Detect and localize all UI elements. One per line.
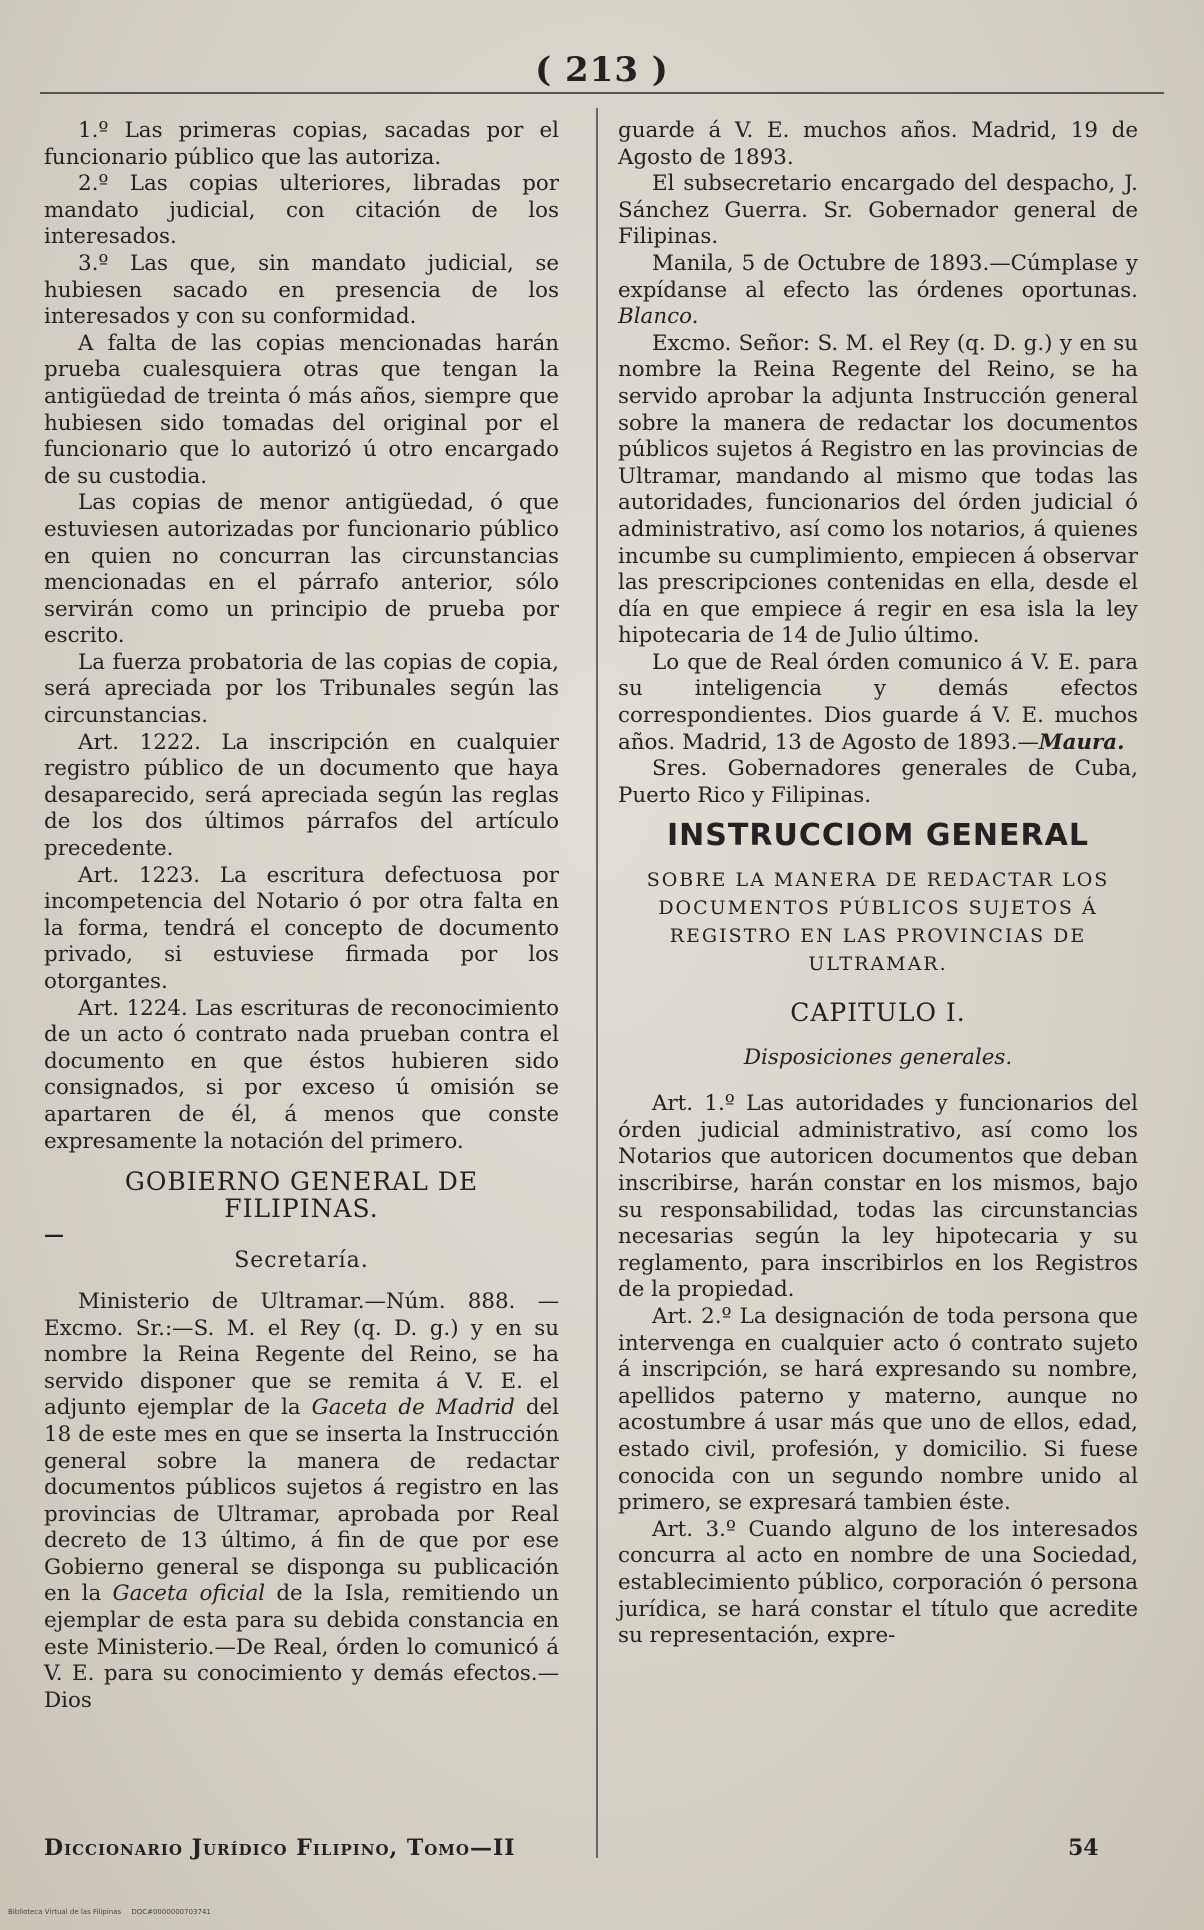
paragraph: Las copias de menor antigüedad, ó que estuviesen autorizadas por funcionario público en quien no concurran las circunstancias mencionadas en el párrafo anterior, sólo servirán como un principio de prueba por escrito. xyxy=(44,490,559,649)
secretaria-heading: Secretaría. xyxy=(234,1248,369,1274)
signature-maura: Maura. xyxy=(1038,729,1125,755)
paragraph: Excmo. Señor: S. M. el Rey (q. D. g.) y en su nombre la Reina Regente del Reino, se ha servido aprobar la adjunta Instrucción general sobre la manera de redactar los documentos públicos sujetos á Registro en las provincias de Ultramar, mandando al mismo que todas las autoridades, funcionarios del órden judicial ó administrativo, así como los notarios, á quienes incumbe su cumplimiento, empiecen á observar las prescripciones contenidas en ella, desde el día en que empiece á regir en esa isla la ley hipotecaria de 14 de Julio último. xyxy=(618,330,1138,649)
article-1: Art. 1.º Las autoridades y funcionarios del órden judicial administrativo, así como los Notarios que autoricen documentos que deban inscribirse, harán constar en los mismos, bajo su responsabilidad, todas las circunstancias necesarias según la ley hipotecaria y su reglamento, para inscribirlos en los Registros de la propiedad. xyxy=(618,1091,1138,1303)
watermark xyxy=(8,1908,219,1916)
order-paragraph xyxy=(618,650,1138,756)
footer-title: Diccionario Jurídico Filipino, Tomo—II xyxy=(44,1835,516,1861)
paragraph: guarde á V. E. muchos años. Madrid, 19 de Agosto de 1893. xyxy=(618,118,1138,170)
signature-number: 54 xyxy=(1068,1835,1099,1861)
page-number: ( 213 ) xyxy=(535,50,669,90)
top-rule xyxy=(40,92,1164,94)
section-subheading: Disposiciones generales. xyxy=(743,1044,1013,1070)
section-heading: GOBIERNO GENERAL DE FILIPINAS. xyxy=(124,1167,479,1223)
signature-blanco: Blanco. xyxy=(618,304,699,330)
decree-text: Manila, 5 de Octubre de 1893.—Cúmplase y expídanse al efecto las órdenes oportunas. xyxy=(618,250,1138,303)
article-1222: Art. 1222. La inscripción en cualquier registro público de un documento que haya desaparecido, será apreciada según las reglas de los dos últimos párrafos del artículo precedente. xyxy=(44,729,559,862)
right-column xyxy=(618,118,1138,1650)
heading-dash: — xyxy=(44,1222,64,1247)
letter-text: Ministerio de Ultramar.—Núm. 888. — Excmo. Sr.:—S. M. el Rey (q. D. g.) y en su nombre la Reina Regente del Reino, se ha servido disponer que se remita á V. E. el adjunto ejemplar de la xyxy=(44,1288,559,1421)
paragraph: El subsecretario encargado del despacho, J. Sánchez Guerra. Sr. Gobernador general de Filipinas. xyxy=(618,171,1138,250)
paragraph: 1.º Las primeras copias, sacadas por el funcionario público que las autoriza. xyxy=(44,118,559,170)
instruccion-title: INSTRUCCIOM GENERAL xyxy=(667,818,1089,854)
chapter-heading: CAPITULO I. xyxy=(790,998,966,1028)
gaceta-title: Gaceta de Madrid xyxy=(311,1395,515,1421)
paragraph: A falta de las copias mencionadas harán prueba cualesquiera otras que tengan la antigüedad de treinta ó más años, siempre que hubiesen sido tomadas del original por el funcionario que lo autorizó ú otro encargado de su custodia. xyxy=(44,330,559,489)
watermark-id: DOC#0000000703741 xyxy=(131,1908,211,1916)
left-column xyxy=(44,118,559,1714)
column-divider xyxy=(596,108,598,1858)
letter-text: del 18 de este mes en que se inserta la Instrucción general sobre la manera de redactar documentos públicos sujetos á registro en las provincias de Ultramar, aprobada por Real decreto de 13 último, á fin de que por ese Gobierno general se disponga su publicación en la xyxy=(44,1395,560,1607)
instruccion-subtitle: SOBRE LA MANERA DE REDACTAR LOS DOCUMENTOS PÚBLICOS SUJETOS Á REGISTRO EN LAS PROVINCIAS DE ULTRAMAR. xyxy=(646,869,1110,976)
decree-paragraph xyxy=(618,251,1138,331)
paragraph: Sres. Gobernadores generales de Cuba, Puerto Rico y Filipinas. xyxy=(618,756,1138,808)
paragraph: 2.º Las copias ulteriores, libradas por mandato judicial, con citación de los interesados. xyxy=(44,171,559,250)
order-text: Lo que de Real órden comunico á V. E. para su inteligencia y demás efectos correspondientes. Dios guarde á V. E. muchos años. Madrid, 13 de Agosto de 1893.— xyxy=(618,649,1138,755)
article-2: Art. 2.º La designación de toda persona que intervenga en cualquier acto ó contrato sujeto á inscripción, se hará expresando su nombre, apellidos paterno y materno, aunque no acostumbre á usar más que uno de ellos, edad, estado civil, profesión, y domicilio. Si fuese conocida con un segundo nombre unido al primero, se expresará tambien éste. xyxy=(618,1303,1138,1516)
paragraph: La fuerza probatoria de las copias de copia, será apreciada por los Tribunales según las circunstancias. xyxy=(44,649,559,729)
article-1223: Art. 1223. La escritura defectuosa por incompetencia del Notario ó por otra falta en la forma, tendrá el concepto de documento privado, si estuviese firmada por los otorgantes. xyxy=(44,862,559,994)
gaceta-oficial: Gaceta oficial xyxy=(112,1581,266,1607)
article-3: Art. 3.º Cuando alguno de los interesados concurra al acto en nombre de una Sociedad, establecimiento público, corporación ó persona jurídica, se hará constar el título que acredite su representación, expre- xyxy=(618,1516,1138,1649)
ministry-letter xyxy=(44,1289,559,1715)
watermark-source: Biblioteca Virtual de las Filipinas xyxy=(8,1908,122,1916)
paragraph: 3.º Las que, sin mandato judicial, se hubiesen sacado en presencia de los interesados y con su conformidad. xyxy=(44,250,559,330)
letter-text: de la Isla, remitiendo un ejemplar de esta para su debida constancia en este Ministerio.—De Real, órden lo comunicó á V. E. para su conocimiento y demás efectos.—Dios xyxy=(44,1581,559,1713)
article-1224: Art. 1224. Las escrituras de reconocimiento de un acto ó contrato nada prueban contra el documento en que éstos hubieren sido consignados, si por exceso ú omisión se apartaren de él, á menos que conste expresamente la notación del primero. xyxy=(44,995,559,1154)
